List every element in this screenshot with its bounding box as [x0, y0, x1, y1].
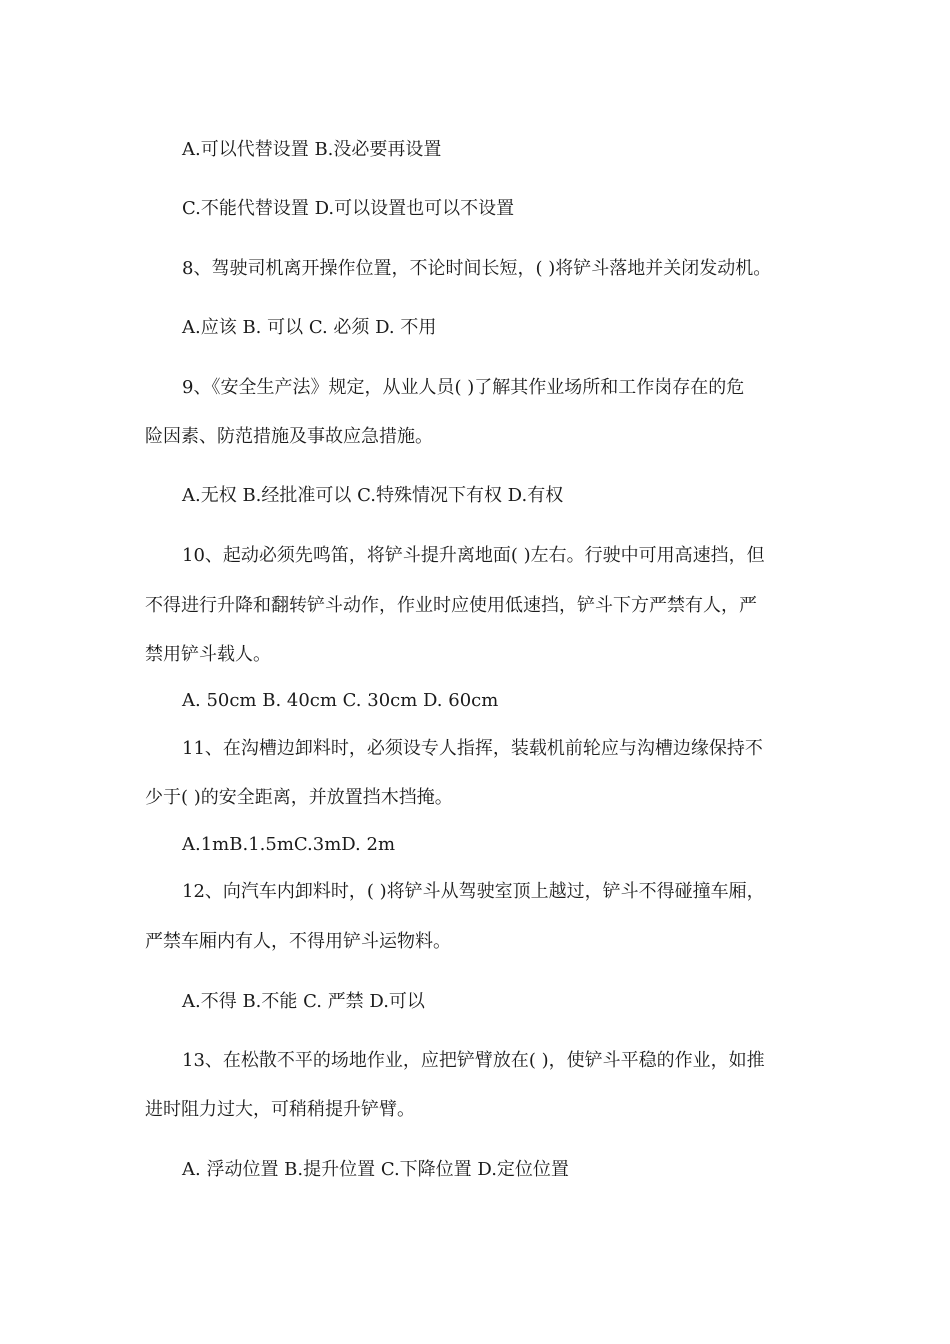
question-10-text-line1: 10、起动必须先鸣笛，将铲斗提升离地面( )左右。行驶中可用高速挡，但 [182, 545, 765, 566]
question-12-text-line1: 12、向汽车内卸料时，( )将铲斗从驾驶室顶上越过，铲斗不得碰撞车厢， [182, 881, 765, 902]
question-13-options: A. 浮动位置 B.提升位置 C.下降位置 D.定位位置 [182, 1159, 569, 1180]
question-9-options: A.无权 B.经批准可以 C.特殊情况下有权 D.有权 [182, 485, 564, 506]
question-10-text-line3: 禁用铲斗载人。 [145, 644, 271, 665]
question-7-options-ab: A.可以代替设置 B.没必要再设置 [182, 139, 442, 160]
question-11-options: A.1mB.1.5mC.3mD. 2m [182, 834, 396, 855]
question-12-options: A.不得 B.不能 C. 严禁 D.可以 [182, 991, 425, 1012]
question-7-options-cd: C.不能代替设置 D.可以设置也可以不设置 [182, 198, 515, 219]
question-12-text-line2: 严禁车厢内有人，不得用铲斗运物料。 [145, 931, 451, 952]
question-8-options: A.应该 B. 可以 C. 必须 D. 不用 [182, 317, 437, 338]
question-8-text: 8、驾驶司机离开操作位置，不论时间长短，( )将铲斗落地并关闭发动机。 [182, 258, 772, 279]
question-10-text-line2: 不得进行升降和翻转铲斗动作，作业时应使用低速挡，铲斗下方严禁有人，严 [145, 595, 757, 616]
question-11-text-line1: 11、在沟槽边卸料时，必须设专人指挥，装载机前轮应与沟槽边缘保持不 [182, 738, 763, 759]
question-13-text-line1: 13、在松散不平的场地作业，应把铲臂放在( )，使铲斗平稳的作业，如推 [182, 1050, 765, 1071]
question-11-text-line2: 少于( )的安全距离，并放置挡木挡掩。 [145, 787, 453, 808]
question-9-text-line1: 9、《安全生产法》规定，从业人员( )了解其作业场所和工作岗存在的危 [182, 377, 745, 398]
question-13-text-line2: 进时阻力过大，可稍稍提升铲臂。 [145, 1099, 415, 1120]
question-9-text-line2: 险因素、防范措施及事故应急措施。 [145, 426, 433, 447]
question-10-options: A. 50cm B. 40cm C. 30cm D. 60cm [182, 690, 499, 711]
